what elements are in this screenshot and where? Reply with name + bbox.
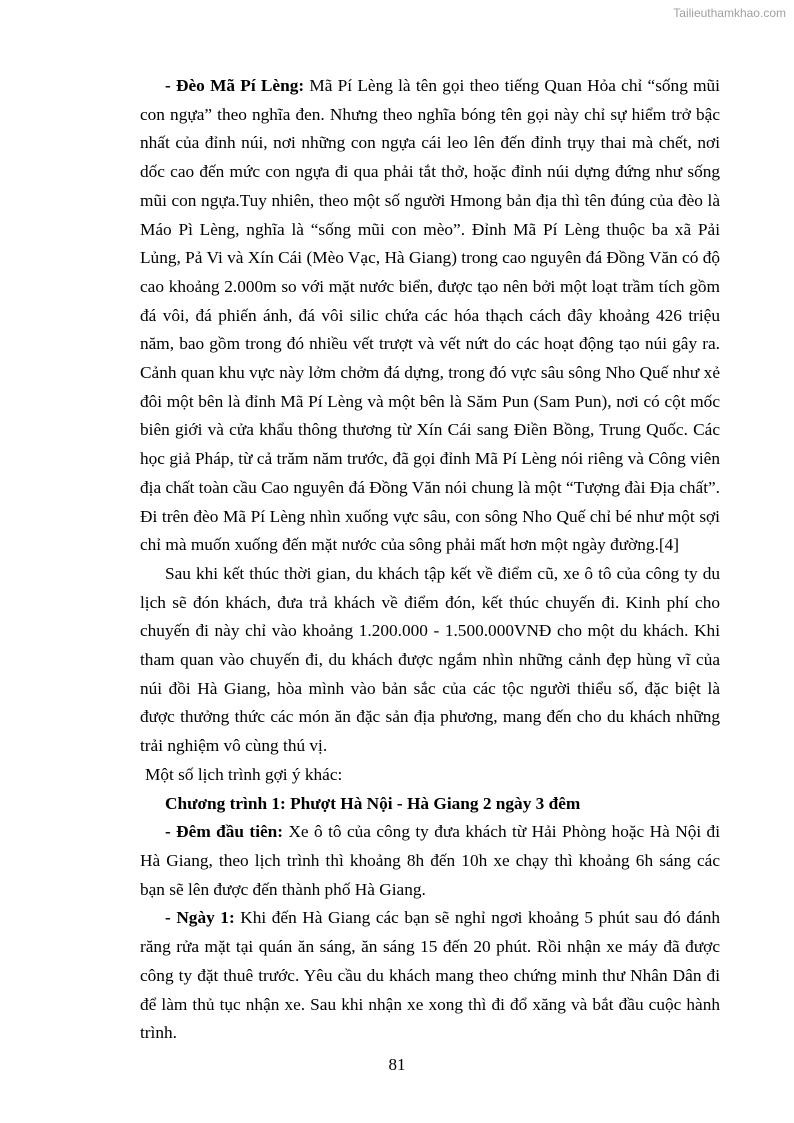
paragraph-first-night	[140, 818, 720, 904]
program-heading	[140, 790, 720, 819]
program-title: Chương trình 1: Phượt Hà Nội - Hà Giang 2 ngày 3 đêm	[165, 793, 581, 813]
paragraph-day-1	[140, 904, 720, 1048]
paragraph-text: Một số lịch trình gợi ý khác:	[145, 764, 343, 784]
paragraph-suggestions	[140, 761, 720, 790]
paragraph-text: Mã Pí Lèng là tên gọi theo tiếng Quan Hỏa chỉ “sống mũi con ngựa” theo nghĩa đen. Nhưng theo nghĩa bóng tên gọi này chỉ sự hiểm trở bậc nhất của đỉnh núi, nơi những con ngựa cái leo lên đến đỉnh trụy thai mà chết, nơi dốc cao đến mức con ngựa đi qua phải tắt thở, hoặc đỉnh núi dựng đứng như sống mũi con ngựa.Tuy nhiên, theo một số người Hmong bản địa thì tên đúng của đèo là Máo Pì Lèng, nghĩa là “sống mũi con mèo”. Đỉnh Mã Pí Lèng thuộc ba xã Pải Lủng, Pả Vi và Xín Cái (Mèo Vạc, Hà Giang) trong cao nguyên đá Đồng Văn có độ cao khoảng 2.000m so với mặt nước biển, được tạo nên bởi một loạt trầm tích gồm đá vôi, đá phiến ánh, đá vôi silic chứa các hóa thạch cách đây khoảng 426 triệu năm, bao gồm trong đó nhiều vết trượt và vết nứt do các hoạt động tạo núi gây ra. Cảnh quan khu vực này lởm chởm đá dựng, trong đó vực sâu sông Nho Quế như xẻ đôi một bên là đỉnh Mã Pí Lèng và một bên là Săm Pun (Sam Pun), nơi có cột mốc biên giới và cửa khẩu thông thương từ Xín Cái sang Điền Bồng, Trung Quốc. Các học giả Pháp, từ cả trăm năm trước, đã gọi đỉnh Mã Pí Lèng nói riêng và Công viên địa chất toàn cầu Cao nguyên đá Đồng Văn nói chung là một “Tượng đài Địa chất”. Đi trên đèo Mã Pí Lèng nhìn xuống vực sâu, con sông Nho Quế chỉ bé như một sợi chỉ mà muốn xuống đến mặt nước của sông phải mất hơn một ngày đường.[4]	[140, 76, 720, 555]
page-number: 81	[388, 1055, 406, 1074]
watermark: Tailieuthamkhao.com	[673, 6, 786, 20]
paragraph-ma-pi-leng	[140, 72, 720, 560]
heading-first-night: - Đêm đầu tiên:	[165, 822, 284, 842]
paragraph-text: Xe ô tô của công ty đưa khách từ Hải Phòng hoặc Hà Nội đi Hà Giang, theo lịch trình thì khoảng 8h đến 10h xe chạy thì khoảng 6h sáng các bạn sẽ lên được đến thành phố Hà Giang.	[140, 822, 721, 899]
paragraph-trip-end	[140, 560, 720, 761]
heading-ma-pi-leng: - Đèo Mã Pí Lèng:	[165, 76, 305, 95]
paragraph-text: Khi đến Hà Giang các bạn sẽ nghỉ ngơi khoảng 5 phút sau đó đánh răng rửa mặt tại quán ăn sáng, ăn sáng 15 đến 20 phút. Rồi nhận xe máy đã được công ty đặt thuê trước. Yêu cầu du khách mang theo chứng minh thư Nhân Dân đi để làm thủ tục nhận xe. Sau khi nhận xe xong thì đi đổ xăng và bắt đầu cuộc hành trình.	[140, 908, 720, 1043]
heading-day-1: - Ngày 1:	[165, 908, 235, 928]
document-body	[140, 72, 720, 1048]
paragraph-text: Sau khi kết thúc thời gian, du khách tập kết về điểm cũ, xe ô tô của công ty du lịch sẽ đón khách, đưa trả khách về điểm đón, kết thúc chuyến đi. Kinh phí cho chuyến đi này chỉ vào khoảng 1.200.000 - 1.500.000VNĐ cho một du khách. Khi tham quan vào chuyến đi, du khách được ngắm nhìn những cảnh đẹp hùng vĩ của núi đồi Hà Giang, hòa mình vào bản sắc của các tộc người thiểu số, đặc biệt là được thưởng thức các món ăn đặc sản địa phương, mang đến cho du khách những trải nghiệm vô cùng thú vị.	[140, 563, 720, 756]
